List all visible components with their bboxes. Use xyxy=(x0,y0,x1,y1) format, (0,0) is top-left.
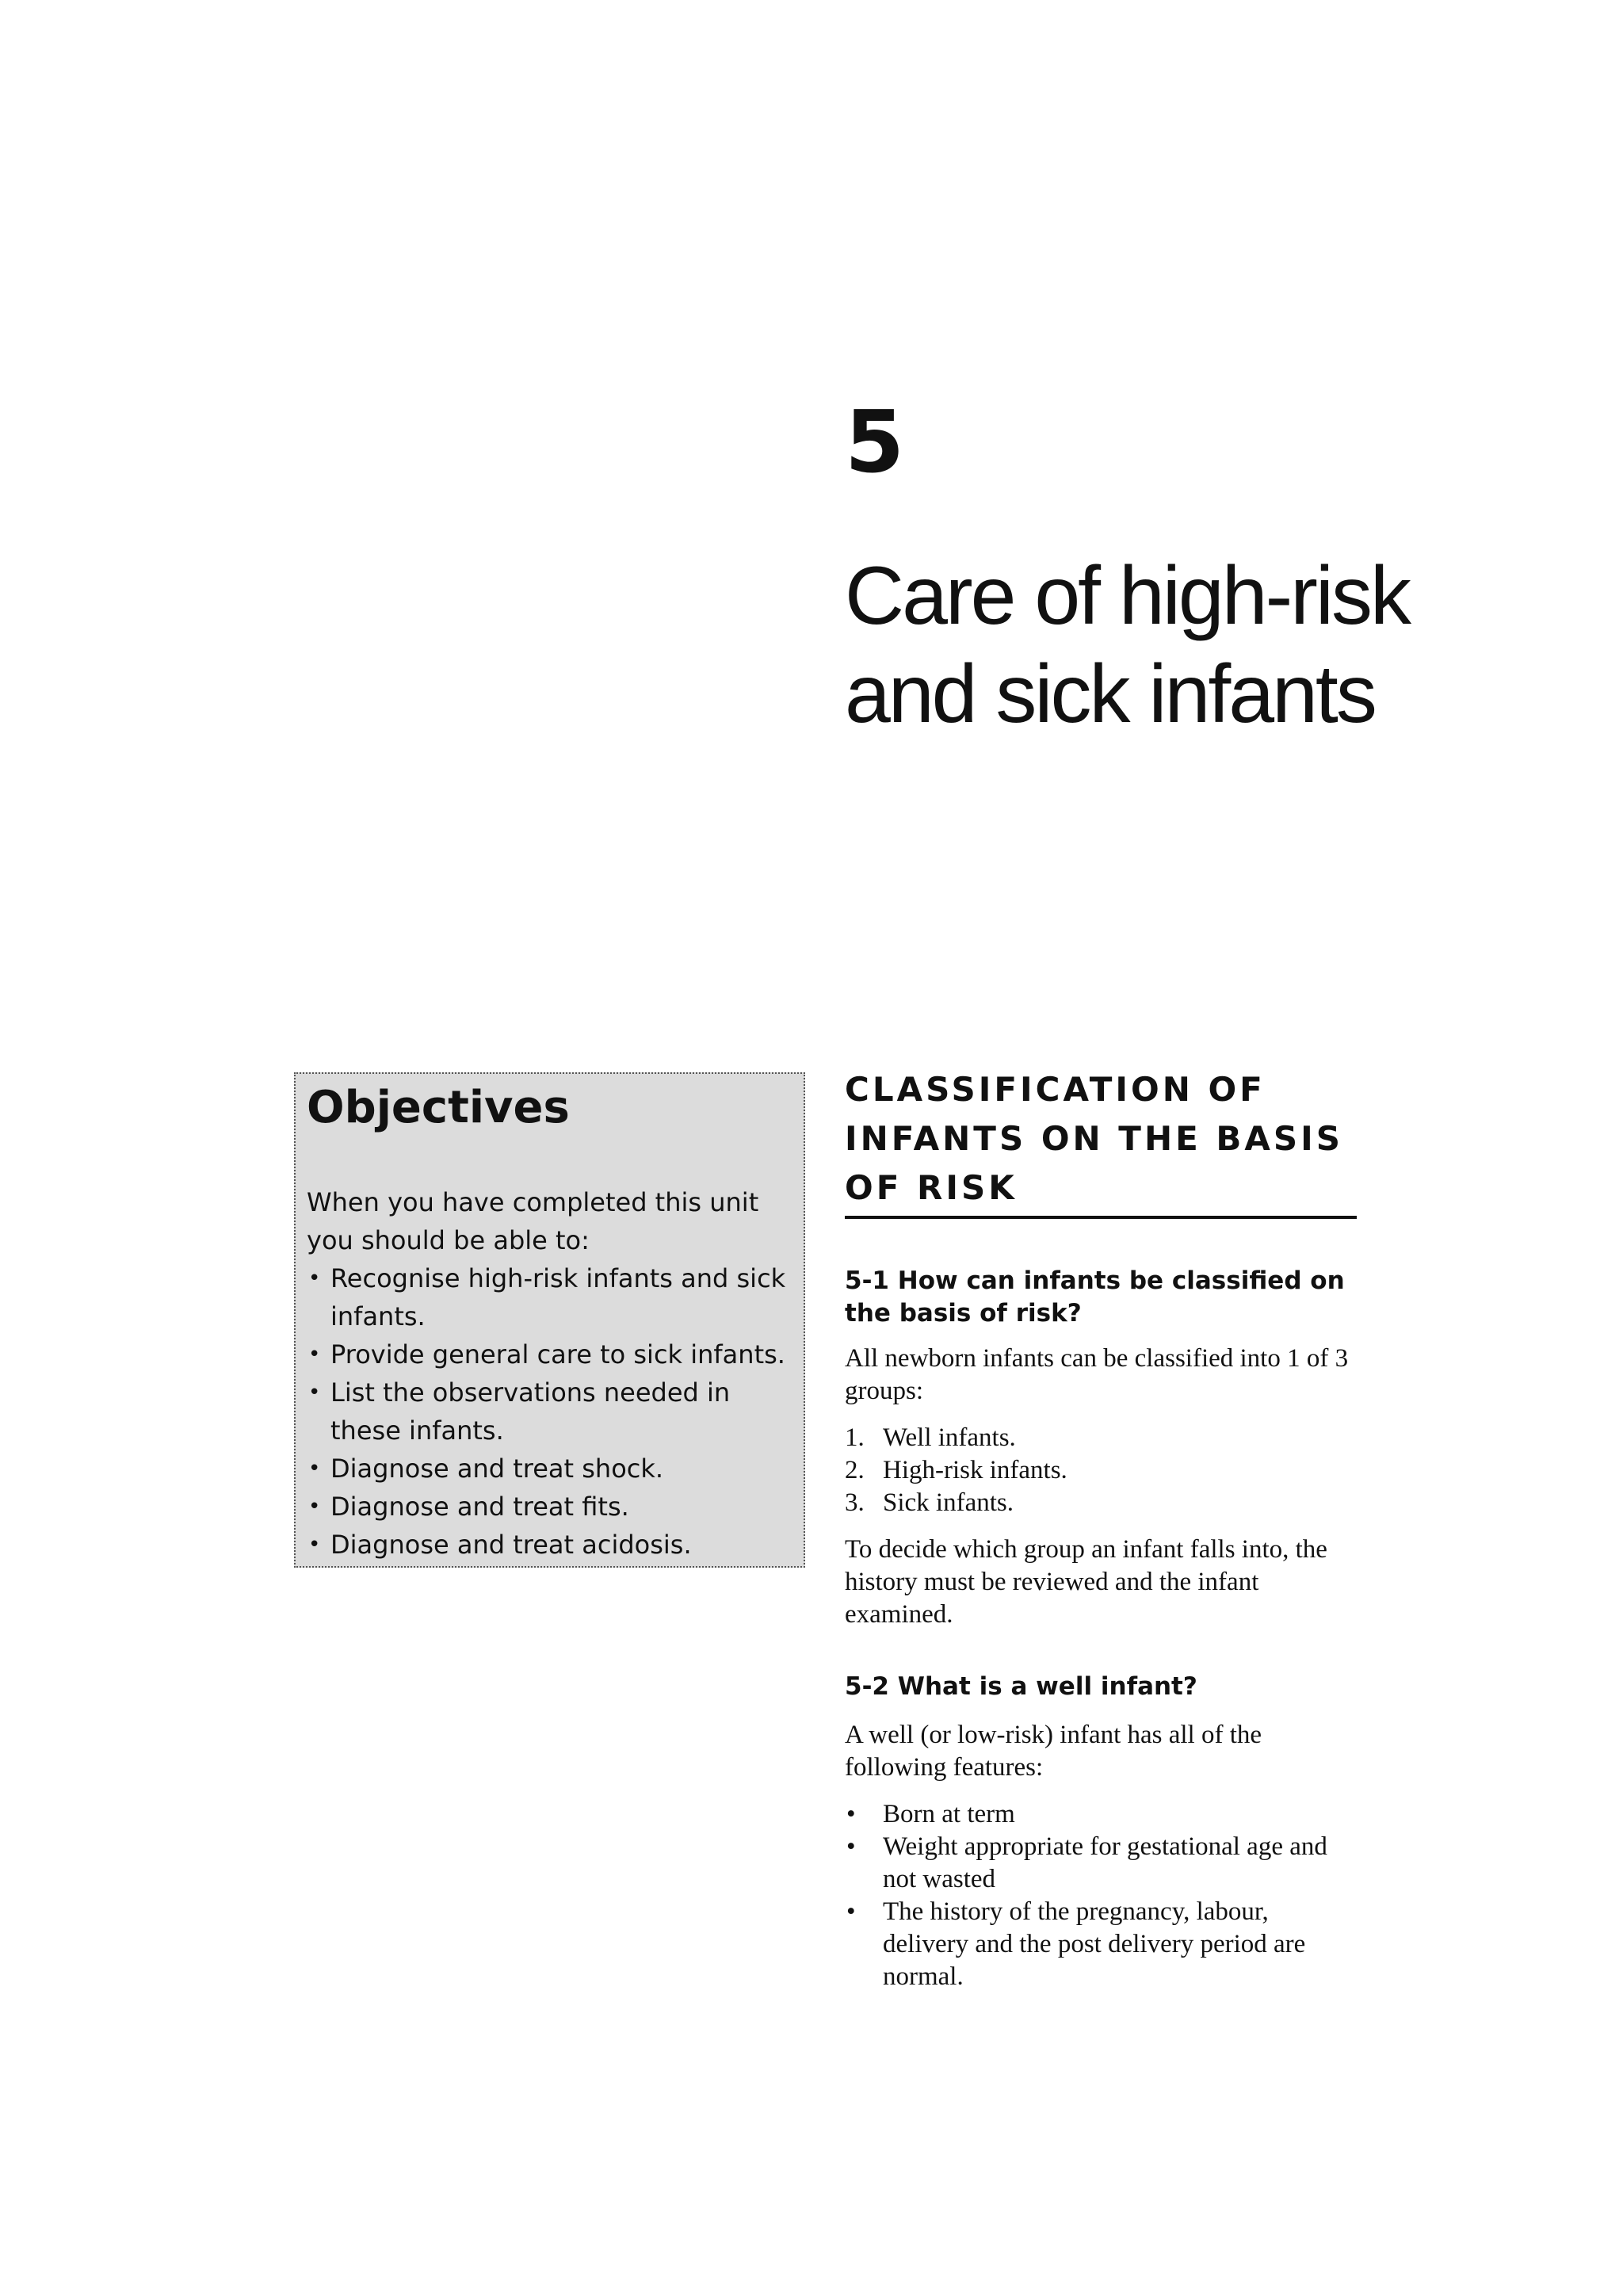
list-item xyxy=(845,1487,1357,1519)
objectives-list xyxy=(307,1259,792,1564)
groups-list xyxy=(845,1422,1357,1519)
objective-item: • Recognise high-risk infants and sick infants. xyxy=(307,1259,792,1335)
list-item xyxy=(845,1454,1357,1487)
main-column xyxy=(845,1065,1357,1993)
list-item xyxy=(845,1422,1357,1454)
list-item: • The history of the pregnancy, labour, delivery and the post delivery period are normal. xyxy=(845,1896,1357,1993)
list-item-text: Sick infants. xyxy=(883,1488,1014,1517)
paragraph: To decide which group an infant falls into, the history must be reviewed and the infant examined. xyxy=(845,1535,1327,1629)
chapter-title-line: and sick infants xyxy=(845,648,1375,740)
list-item: • Weight appropriate for gestational age and not wasted xyxy=(845,1831,1357,1896)
objectives-heading: Objectives xyxy=(307,1082,570,1133)
chapter-title xyxy=(845,547,1447,743)
chapter-title-line: Care of high-risk xyxy=(845,550,1409,642)
paragraph: A well (or low-risk) infant has all of the following features: xyxy=(845,1721,1262,1782)
section-heading: CLASSIFICATION OF INFANTS ON THE BASIS OF RISK xyxy=(845,1065,1357,1219)
list-number: 3. xyxy=(845,1488,865,1517)
objectives-box xyxy=(294,1072,805,1568)
list-number: 1. xyxy=(845,1423,865,1452)
features-list xyxy=(845,1798,1357,1993)
objective-item: • Diagnose and treat acidosis. xyxy=(307,1526,792,1564)
list-item-text: Well infants. xyxy=(883,1423,1016,1452)
question-heading: 5-1 How can infants be classified on the basis of risk? xyxy=(845,1266,1345,1328)
list-item-text: High-risk infants. xyxy=(883,1456,1067,1484)
list-number: 2. xyxy=(845,1456,865,1484)
chapter-number: 5 xyxy=(845,393,905,492)
paragraph: All newborn infants can be classified into 1 of 3 groups: xyxy=(845,1344,1349,1405)
objective-item: • Provide general care to sick infants. xyxy=(307,1335,792,1373)
question-heading: 5-2 What is a well infant? xyxy=(845,1672,1197,1701)
objective-item: • Diagnose and treat shock. xyxy=(307,1450,792,1488)
objective-item: • List the observations needed in these infants. xyxy=(307,1373,792,1450)
list-item: • Born at term xyxy=(845,1798,1357,1831)
objective-item: • Diagnose and treat fits. xyxy=(307,1488,792,1526)
objectives-intro: When you have completed this unit you should be able to: xyxy=(307,1186,759,1255)
